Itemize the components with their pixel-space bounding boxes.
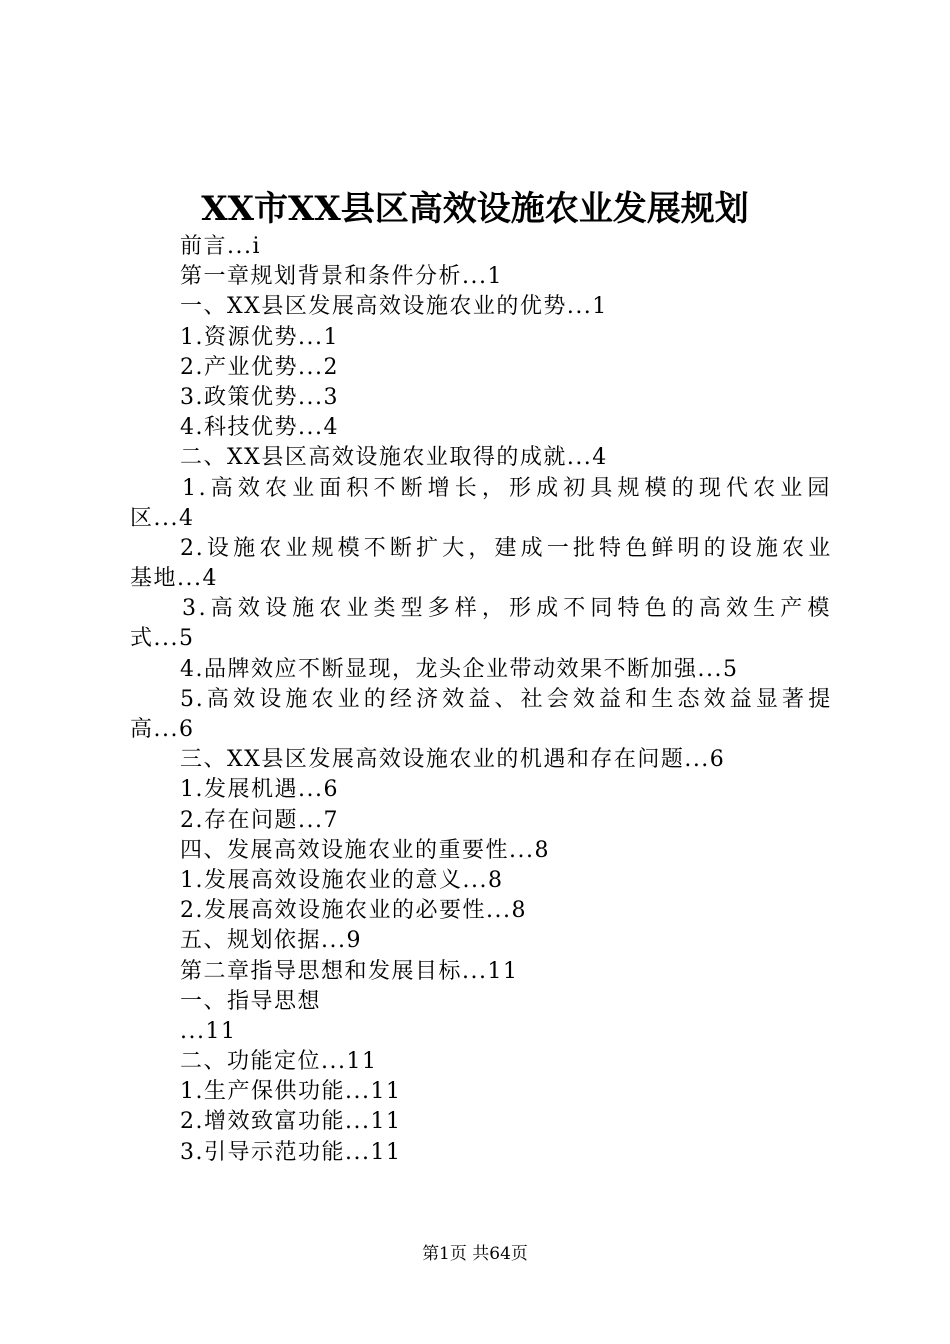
toc-entry[interactable]: 五、规划依据...9 [180, 928, 362, 954]
toc-entry[interactable]: 四、发展高效设施农业的重要性...8 [180, 837, 550, 863]
toc-entry-continuation[interactable]: 区...4 [130, 505, 195, 531]
toc-entry[interactable]: 1.资源优势...1 [180, 324, 339, 350]
toc-entry[interactable]: 3.政策优势...3 [180, 384, 339, 410]
toc-entry[interactable]: 二、功能定位...11 [180, 1049, 378, 1075]
toc-entry[interactable]: 1.高效农业面积不断增长，形成初具规模的现代农业园 [182, 475, 832, 501]
toc-entry[interactable]: 2.设施农业规模不断扩大，建成一批特色鲜明的设施农业 [180, 535, 832, 561]
toc-entry-continuation[interactable]: 式...5 [130, 626, 195, 652]
toc-entry[interactable]: 第一章规划背景和条件分析...1 [180, 264, 503, 290]
toc-entry-continuation[interactable]: 高...6 [130, 717, 195, 742]
toc-entry[interactable]: 前言...i [180, 234, 262, 259]
toc-entry[interactable]: 3.引导示范功能...11 [180, 1139, 402, 1165]
toc-entry-continuation[interactable]: 基地...4 [130, 566, 218, 592]
toc-entry[interactable]: 2.存在问题...7 [180, 807, 339, 833]
toc-entry[interactable]: 一、指导思想 [180, 988, 322, 1014]
toc-entry[interactable]: 4.科技优势...4 [180, 415, 339, 441]
toc-entry[interactable]: 4.品牌效应不断显现，龙头企业带动效果不断加强...5 [180, 656, 739, 682]
toc-entry[interactable]: 2.发展高效设施农业的必要性...8 [180, 898, 527, 924]
table-of-contents [130, 232, 832, 1168]
toc-entry[interactable]: 3.高效设施农业类型多样，形成不同特色的高效生产模 [182, 596, 832, 622]
toc-entry[interactable]: 三、XX县区发展高效设施农业的机遇和存在问题...6 [180, 747, 726, 773]
document-title: XX市XX县区高效设施农业发展规划 [201, 189, 749, 229]
toc-entry[interactable]: 2.增效致富功能...11 [180, 1109, 402, 1135]
toc-entry[interactable]: 一、XX县区发展高效设施农业的优势...1 [180, 294, 608, 320]
toc-entry[interactable]: 1.生产保供功能...11 [180, 1079, 402, 1105]
toc-entry[interactable]: 1.发展机遇...6 [180, 777, 339, 803]
toc-entry[interactable]: 5.高效设施农业的经济效益、社会效益和生态效益显著提 [180, 686, 832, 712]
toc-entry[interactable]: 2.产业优势...2 [180, 354, 339, 380]
toc-entry[interactable]: 1.发展高效设施农业的意义...8 [180, 867, 504, 893]
toc-entry[interactable]: 二、XX县区高效设施农业取得的成就...4 [180, 445, 608, 471]
toc-entry[interactable]: 第二章指导思想和发展目标...11 [180, 958, 519, 984]
toc-entry-continuation[interactable]: ...11 [180, 1018, 237, 1044]
page-footer: 第1页 共64页 [422, 1244, 528, 1264]
